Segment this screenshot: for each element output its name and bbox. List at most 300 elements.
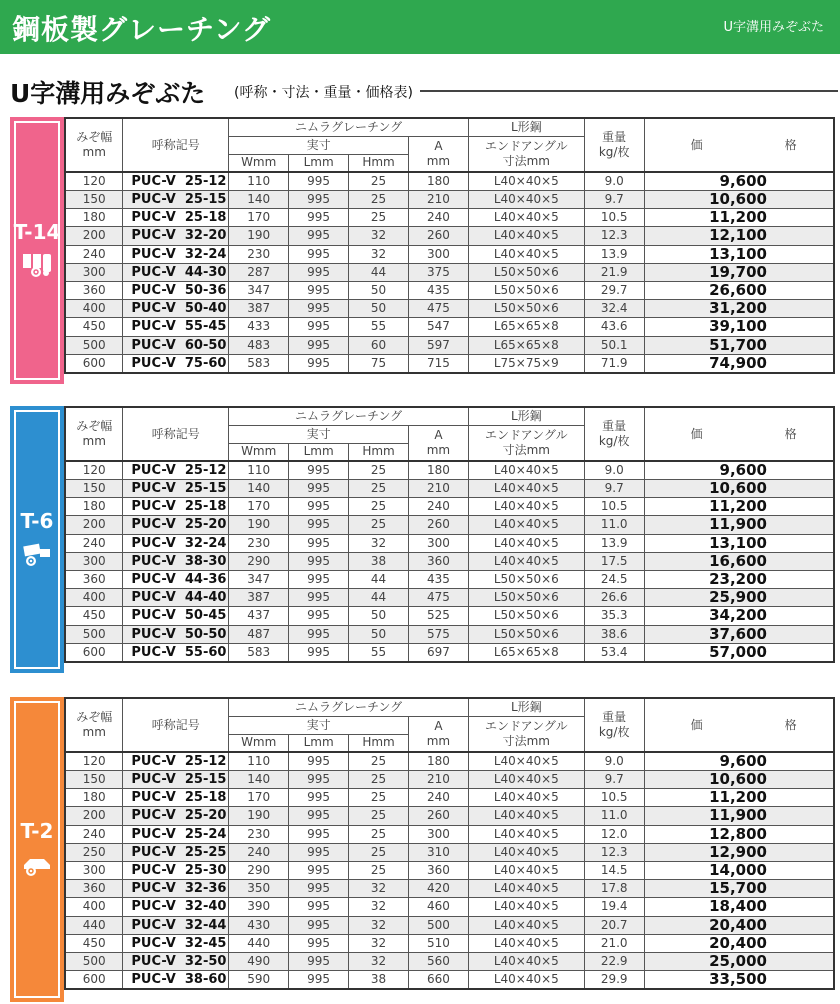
cell-code: PUC-V 25-12 xyxy=(123,461,229,480)
col-angle-title: L形鋼 xyxy=(468,698,584,716)
cell-w: 190 xyxy=(229,807,289,825)
cell-width: 450 xyxy=(65,607,123,625)
cell-angle: L40×40×5 xyxy=(468,843,584,861)
cell-l: 995 xyxy=(289,789,349,807)
load-class-label: T-6 xyxy=(20,509,54,534)
col-price: 価 格 xyxy=(644,407,834,461)
col-w: Wmm xyxy=(229,734,289,752)
cell-weight: 11.0 xyxy=(584,807,644,825)
cell-h: 32 xyxy=(349,227,409,245)
cell-l: 995 xyxy=(289,771,349,789)
cell-l: 995 xyxy=(289,880,349,898)
vehicle-icon xyxy=(22,541,52,571)
cell-price: 15,700 xyxy=(644,880,834,898)
col-price: 価 格 xyxy=(644,698,834,752)
col-angle-title: L形鋼 xyxy=(468,407,584,425)
cell-l: 995 xyxy=(289,861,349,879)
cell-l: 995 xyxy=(289,625,349,643)
cell-price: 20,400 xyxy=(644,916,834,934)
cell-angle: L40×40×5 xyxy=(468,498,584,516)
cell-h: 32 xyxy=(349,534,409,552)
cell-w: 230 xyxy=(229,245,289,263)
cell-code: PUC-V 25-15 xyxy=(123,480,229,498)
cell-a: 547 xyxy=(408,318,468,336)
cell-code: PUC-V 32-44 xyxy=(123,916,229,934)
cell-width: 400 xyxy=(65,300,123,318)
cell-weight: 17.8 xyxy=(584,880,644,898)
cell-a: 240 xyxy=(408,209,468,227)
cell-angle: L50×50×6 xyxy=(468,263,584,281)
cell-price: 57,000 xyxy=(644,643,834,662)
col-angle-sub: エンドアングル 寸法mm xyxy=(468,136,584,172)
col-a: A mm xyxy=(408,136,468,172)
cell-code: PUC-V 25-20 xyxy=(123,807,229,825)
cell-angle: L40×40×5 xyxy=(468,880,584,898)
col-nimura: ニムラグレーチング xyxy=(229,118,469,136)
cell-l: 995 xyxy=(289,300,349,318)
cell-price: 74,900 xyxy=(644,354,834,373)
cell-weight: 10.5 xyxy=(584,789,644,807)
cell-price: 10,600 xyxy=(644,480,834,498)
cell-weight: 9.7 xyxy=(584,771,644,789)
cell-price: 11,200 xyxy=(644,209,834,227)
cell-width: 240 xyxy=(65,245,123,263)
cell-a: 375 xyxy=(408,263,468,281)
col-h: Hmm xyxy=(349,734,409,752)
cell-width: 500 xyxy=(65,336,123,354)
cell-angle: L40×40×5 xyxy=(468,191,584,209)
cell-code: PUC-V 25-18 xyxy=(123,498,229,516)
cell-price: 9,600 xyxy=(644,461,834,480)
cell-a: 180 xyxy=(408,461,468,480)
cell-a: 420 xyxy=(408,880,468,898)
table-row xyxy=(65,209,834,227)
heading-paren: (呼称・寸法・重量・価格表) xyxy=(234,85,413,101)
cell-code: PUC-V 32-40 xyxy=(123,898,229,916)
cell-h: 25 xyxy=(349,172,409,191)
cell-width: 200 xyxy=(65,516,123,534)
cell-w: 590 xyxy=(229,971,289,990)
cell-price: 20,400 xyxy=(644,934,834,952)
cell-price: 31,200 xyxy=(644,300,834,318)
col-angle-title: L形鋼 xyxy=(468,118,584,136)
col-w: Wmm xyxy=(229,154,289,172)
col-code: 呼称記号 xyxy=(123,698,229,752)
cell-price: 25,900 xyxy=(644,589,834,607)
cell-h: 55 xyxy=(349,643,409,662)
cell-code: PUC-V 32-24 xyxy=(123,534,229,552)
cell-code: PUC-V 25-25 xyxy=(123,843,229,861)
col-nimura: ニムラグレーチング xyxy=(229,698,469,716)
cell-weight: 29.9 xyxy=(584,971,644,990)
cell-w: 230 xyxy=(229,534,289,552)
cell-weight: 20.7 xyxy=(584,916,644,934)
cell-code: PUC-V 50-40 xyxy=(123,300,229,318)
table-row xyxy=(65,934,834,952)
cell-l: 995 xyxy=(289,209,349,227)
cell-h: 38 xyxy=(349,971,409,990)
cell-code: PUC-V 50-50 xyxy=(123,625,229,643)
cell-a: 475 xyxy=(408,300,468,318)
col-w: Wmm xyxy=(229,443,289,461)
cell-h: 32 xyxy=(349,952,409,970)
cell-price: 39,100 xyxy=(644,318,834,336)
cell-code: PUC-V 38-60 xyxy=(123,971,229,990)
cell-h: 25 xyxy=(349,807,409,825)
table-row xyxy=(65,843,834,861)
cell-h: 25 xyxy=(349,209,409,227)
cell-a: 210 xyxy=(408,480,468,498)
cell-weight: 24.5 xyxy=(584,570,644,588)
cell-h: 25 xyxy=(349,461,409,480)
cell-weight: 19.4 xyxy=(584,898,644,916)
load-class-band-inner xyxy=(14,410,60,669)
cell-angle: L40×40×5 xyxy=(468,172,584,191)
table-row xyxy=(65,880,834,898)
cell-a: 260 xyxy=(408,227,468,245)
cell-w: 170 xyxy=(229,789,289,807)
cell-angle: L65×65×8 xyxy=(468,336,584,354)
cell-code: PUC-V 60-50 xyxy=(123,336,229,354)
cell-angle: L50×50×6 xyxy=(468,607,584,625)
cell-l: 995 xyxy=(289,281,349,299)
load-class-label: T-2 xyxy=(20,819,54,844)
load-class-band xyxy=(10,697,64,1002)
cell-angle: L40×40×5 xyxy=(468,898,584,916)
cell-price: 10,600 xyxy=(644,191,834,209)
col-price: 価 格 xyxy=(644,118,834,172)
cell-a: 715 xyxy=(408,354,468,373)
cell-width: 440 xyxy=(65,916,123,934)
cell-price: 13,100 xyxy=(644,245,834,263)
cell-code: PUC-V 25-20 xyxy=(123,516,229,534)
cell-price: 12,900 xyxy=(644,843,834,861)
cell-weight: 14.5 xyxy=(584,861,644,879)
cell-l: 995 xyxy=(289,570,349,588)
cell-l: 995 xyxy=(289,843,349,861)
cell-weight: 53.4 xyxy=(584,643,644,662)
cell-weight: 11.0 xyxy=(584,516,644,534)
cell-h: 25 xyxy=(349,498,409,516)
cell-code: PUC-V 32-36 xyxy=(123,880,229,898)
cell-width: 240 xyxy=(65,825,123,843)
cell-width: 300 xyxy=(65,263,123,281)
cell-l: 995 xyxy=(289,245,349,263)
cell-h: 32 xyxy=(349,934,409,952)
cell-width: 150 xyxy=(65,771,123,789)
cell-price: 26,600 xyxy=(644,281,834,299)
cell-w: 230 xyxy=(229,825,289,843)
cell-h: 25 xyxy=(349,752,409,771)
cell-a: 260 xyxy=(408,516,468,534)
cell-w: 110 xyxy=(229,172,289,191)
cell-width: 600 xyxy=(65,354,123,373)
col-a: A mm xyxy=(408,716,468,752)
cell-a: 660 xyxy=(408,971,468,990)
cell-h: 25 xyxy=(349,789,409,807)
cell-a: 435 xyxy=(408,570,468,588)
cell-width: 400 xyxy=(65,898,123,916)
spec-table xyxy=(64,697,835,990)
page-header xyxy=(0,0,840,54)
col-size: 実寸 xyxy=(229,425,409,443)
cell-l: 995 xyxy=(289,825,349,843)
cell-h: 55 xyxy=(349,318,409,336)
cell-price: 11,200 xyxy=(644,789,834,807)
table-row xyxy=(65,570,834,588)
cell-width: 360 xyxy=(65,570,123,588)
cell-angle: L40×40×5 xyxy=(468,971,584,990)
cell-l: 995 xyxy=(289,354,349,373)
cell-width: 450 xyxy=(65,934,123,952)
cell-h: 38 xyxy=(349,552,409,570)
load-class-band-inner xyxy=(14,121,60,380)
cell-weight: 71.9 xyxy=(584,354,644,373)
page-subtitle: U字溝用みぞぶた xyxy=(723,20,824,35)
table-row xyxy=(65,971,834,990)
cell-a: 475 xyxy=(408,589,468,607)
cell-weight: 21.0 xyxy=(584,934,644,952)
spec-table xyxy=(64,117,835,374)
table-row xyxy=(65,300,834,318)
cell-h: 25 xyxy=(349,191,409,209)
cell-weight: 9.7 xyxy=(584,480,644,498)
cell-h: 25 xyxy=(349,516,409,534)
cell-w: 140 xyxy=(229,771,289,789)
cell-price: 19,700 xyxy=(644,263,834,281)
cell-w: 290 xyxy=(229,861,289,879)
cell-h: 50 xyxy=(349,281,409,299)
cell-width: 120 xyxy=(65,172,123,191)
table-row xyxy=(65,245,834,263)
cell-angle: L40×40×5 xyxy=(468,952,584,970)
cell-code: PUC-V 32-24 xyxy=(123,245,229,263)
cell-width: 600 xyxy=(65,643,123,662)
cell-w: 487 xyxy=(229,625,289,643)
cell-l: 995 xyxy=(289,227,349,245)
cell-width: 120 xyxy=(65,752,123,771)
cell-price: 11,900 xyxy=(644,516,834,534)
cell-angle: L40×40×5 xyxy=(468,916,584,934)
cell-w: 387 xyxy=(229,300,289,318)
cell-h: 50 xyxy=(349,607,409,625)
cell-w: 430 xyxy=(229,916,289,934)
cell-angle: L40×40×5 xyxy=(468,771,584,789)
cell-l: 995 xyxy=(289,952,349,970)
cell-w: 350 xyxy=(229,880,289,898)
cell-code: PUC-V 25-15 xyxy=(123,191,229,209)
cell-width: 180 xyxy=(65,498,123,516)
cell-code: PUC-V 32-20 xyxy=(123,227,229,245)
cell-a: 510 xyxy=(408,934,468,952)
col-nimura: ニムラグレーチング xyxy=(229,407,469,425)
cell-weight: 21.9 xyxy=(584,263,644,281)
cell-weight: 50.1 xyxy=(584,336,644,354)
col-weight: 重量 kg/枚 xyxy=(584,698,644,752)
cell-w: 110 xyxy=(229,461,289,480)
table-row xyxy=(65,480,834,498)
cell-width: 200 xyxy=(65,807,123,825)
cell-w: 240 xyxy=(229,843,289,861)
cell-price: 51,700 xyxy=(644,336,834,354)
cell-a: 435 xyxy=(408,281,468,299)
cell-price: 23,200 xyxy=(644,570,834,588)
cell-a: 360 xyxy=(408,861,468,879)
col-width: みぞ幅 mm xyxy=(65,698,123,752)
cell-w: 433 xyxy=(229,318,289,336)
cell-width: 150 xyxy=(65,191,123,209)
cell-w: 440 xyxy=(229,934,289,952)
cell-angle: L65×65×8 xyxy=(468,318,584,336)
table-row xyxy=(65,318,834,336)
cell-price: 14,000 xyxy=(644,861,834,879)
cell-weight: 26.6 xyxy=(584,589,644,607)
col-angle-sub: エンドアングル 寸法mm xyxy=(468,425,584,461)
cell-code: PUC-V 50-45 xyxy=(123,607,229,625)
cell-w: 170 xyxy=(229,498,289,516)
cell-width: 360 xyxy=(65,880,123,898)
cell-w: 583 xyxy=(229,643,289,662)
cell-a: 240 xyxy=(408,789,468,807)
cell-l: 995 xyxy=(289,498,349,516)
cell-w: 290 xyxy=(229,552,289,570)
cell-code: PUC-V 55-45 xyxy=(123,318,229,336)
col-code: 呼称記号 xyxy=(123,118,229,172)
cell-a: 525 xyxy=(408,607,468,625)
cell-code: PUC-V 25-30 xyxy=(123,861,229,879)
cell-width: 300 xyxy=(65,861,123,879)
cell-h: 25 xyxy=(349,771,409,789)
cell-code: PUC-V 32-50 xyxy=(123,952,229,970)
load-class-band-inner xyxy=(14,701,60,998)
table-row xyxy=(65,752,834,771)
cell-width: 200 xyxy=(65,227,123,245)
cell-price: 12,100 xyxy=(644,227,834,245)
table-row xyxy=(65,589,834,607)
table-row xyxy=(65,354,834,373)
cell-a: 300 xyxy=(408,245,468,263)
cell-angle: L40×40×5 xyxy=(468,861,584,879)
cell-width: 120 xyxy=(65,461,123,480)
col-width: みぞ幅 mm xyxy=(65,407,123,461)
cell-w: 490 xyxy=(229,952,289,970)
cell-h: 44 xyxy=(349,570,409,588)
cell-width: 180 xyxy=(65,789,123,807)
cell-l: 995 xyxy=(289,934,349,952)
cell-weight: 12.0 xyxy=(584,825,644,843)
cell-w: 437 xyxy=(229,607,289,625)
col-l: Lmm xyxy=(289,734,349,752)
cell-l: 995 xyxy=(289,461,349,480)
cell-price: 10,600 xyxy=(644,771,834,789)
cell-a: 500 xyxy=(408,916,468,934)
cell-price: 11,900 xyxy=(644,807,834,825)
cell-w: 347 xyxy=(229,281,289,299)
cell-code: PUC-V 25-12 xyxy=(123,172,229,191)
cell-angle: L40×40×5 xyxy=(468,245,584,263)
cell-a: 460 xyxy=(408,898,468,916)
cell-h: 50 xyxy=(349,300,409,318)
cell-angle: L40×40×5 xyxy=(468,825,584,843)
cell-weight: 29.7 xyxy=(584,281,644,299)
vehicle-icon xyxy=(22,851,52,881)
table-row xyxy=(65,861,834,879)
cell-a: 260 xyxy=(408,807,468,825)
cell-l: 995 xyxy=(289,336,349,354)
cell-l: 995 xyxy=(289,516,349,534)
col-h: Hmm xyxy=(349,443,409,461)
table-row xyxy=(65,952,834,970)
cell-code: PUC-V 25-12 xyxy=(123,752,229,771)
cell-l: 995 xyxy=(289,480,349,498)
cell-l: 995 xyxy=(289,589,349,607)
cell-angle: L40×40×5 xyxy=(468,534,584,552)
cell-width: 500 xyxy=(65,625,123,643)
cell-price: 16,600 xyxy=(644,552,834,570)
cell-code: PUC-V 38-30 xyxy=(123,552,229,570)
col-width: みぞ幅 mm xyxy=(65,118,123,172)
cell-a: 300 xyxy=(408,825,468,843)
table-row xyxy=(65,281,834,299)
table-row xyxy=(65,898,834,916)
cell-w: 190 xyxy=(229,516,289,534)
cell-a: 310 xyxy=(408,843,468,861)
cell-price: 18,400 xyxy=(644,898,834,916)
cell-w: 170 xyxy=(229,209,289,227)
cell-width: 240 xyxy=(65,534,123,552)
cell-code: PUC-V 25-15 xyxy=(123,771,229,789)
table-row xyxy=(65,607,834,625)
cell-price: 33,500 xyxy=(644,971,834,990)
table-row xyxy=(65,461,834,480)
cell-code: PUC-V 44-30 xyxy=(123,263,229,281)
cell-angle: L50×50×6 xyxy=(468,625,584,643)
cell-weight: 22.9 xyxy=(584,952,644,970)
cell-price: 37,600 xyxy=(644,625,834,643)
table-row xyxy=(65,625,834,643)
cell-angle: L40×40×5 xyxy=(468,789,584,807)
cell-weight: 35.3 xyxy=(584,607,644,625)
cell-angle: L40×40×5 xyxy=(468,934,584,952)
table-row xyxy=(65,807,834,825)
cell-angle: L40×40×5 xyxy=(468,752,584,771)
cell-angle: L40×40×5 xyxy=(468,807,584,825)
cell-h: 25 xyxy=(349,480,409,498)
cell-angle: L40×40×5 xyxy=(468,209,584,227)
cell-code: PUC-V 32-45 xyxy=(123,934,229,952)
cell-h: 44 xyxy=(349,589,409,607)
cell-l: 995 xyxy=(289,172,349,191)
cell-l: 995 xyxy=(289,752,349,771)
cell-l: 995 xyxy=(289,191,349,209)
col-weight: 重量 kg/枚 xyxy=(584,407,644,461)
cell-width: 300 xyxy=(65,552,123,570)
heading-main: U字溝用みぞぶた xyxy=(10,79,206,108)
cell-a: 240 xyxy=(408,498,468,516)
cell-w: 347 xyxy=(229,570,289,588)
table-row xyxy=(65,516,834,534)
cell-weight: 9.0 xyxy=(584,172,644,191)
col-a: A mm xyxy=(408,425,468,461)
table-row xyxy=(65,172,834,191)
cell-a: 210 xyxy=(408,191,468,209)
cell-angle: L40×40×5 xyxy=(468,227,584,245)
cell-price: 34,200 xyxy=(644,607,834,625)
col-size: 実寸 xyxy=(229,136,409,154)
col-l: Lmm xyxy=(289,154,349,172)
cell-code: PUC-V 44-40 xyxy=(123,589,229,607)
load-class-label: T-14 xyxy=(13,220,61,245)
